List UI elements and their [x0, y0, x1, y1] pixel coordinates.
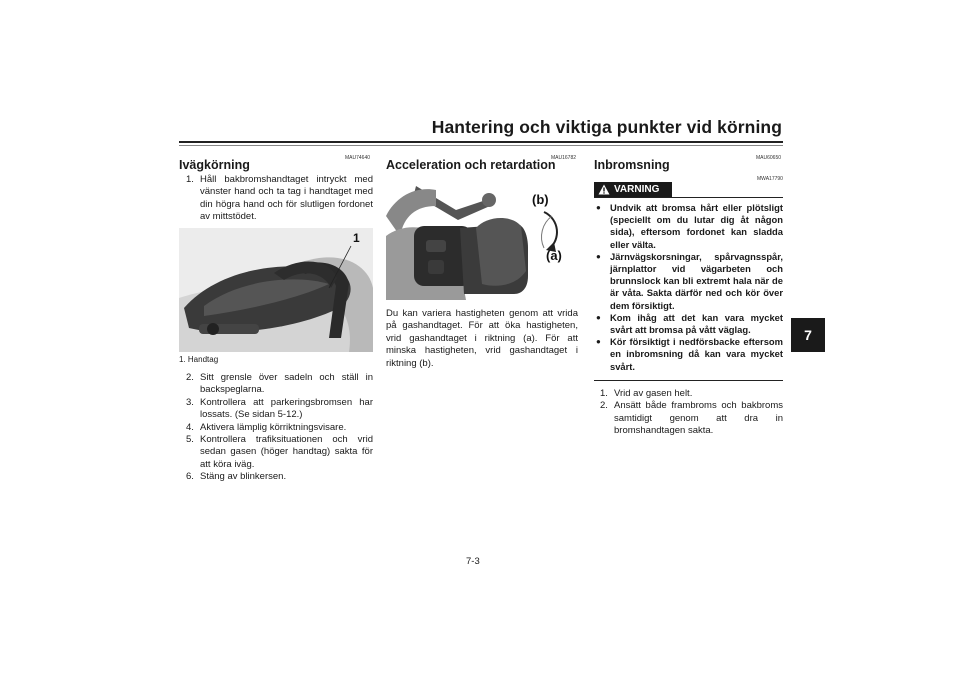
- section-title-braking: Inbromsning: [594, 158, 670, 172]
- scooter-seat-figure: [179, 228, 373, 352]
- warning-text: Undvik att bromsa hårt eller plötsligt (speciellt om du lutar dig åt någon sida), eftersom fordonet kan sladda eller välta.: [610, 202, 783, 250]
- bullet-icon: ●: [596, 203, 601, 212]
- throttle-illustration: [386, 176, 578, 300]
- page-header-title: Hantering och viktiga punkter vid körning: [431, 117, 782, 137]
- step-text: Aktivera lämplig körriktningsvisare.: [200, 421, 347, 433]
- warning-text: Järnvägskorsningar, spårvagnsspår, järnplattor vid vägarbeten och brunnslock kan bli extremt hala när de är våta. Sakta därför ned och kör över dem försiktigt.: [610, 250, 783, 311]
- warning-rule-top: [594, 197, 783, 198]
- step-text: Kontrollera trafiksituationen och vrid sedan gasen (höger handtag) sakta för att köra iväg.: [200, 434, 373, 470]
- section-title-start: Ivägkörning: [179, 158, 250, 172]
- warning-text: Kom ihåg att det kan vara mycket svårt att bromsa på vått väglag.: [610, 311, 783, 336]
- warning-text: Kör försiktigt i nedförsbacke eftersom en inbromsning då kan vara mycket svårt.: [610, 336, 783, 372]
- warning-rule-bottom: [594, 380, 783, 381]
- header-rule: [179, 141, 783, 143]
- list-item: [186, 174, 373, 224]
- warning-triangle-icon: [598, 184, 610, 195]
- list-item: [186, 397, 373, 422]
- direction-label-a: (a): [546, 248, 562, 263]
- step-number: 4.: [186, 421, 194, 433]
- step-number: 1.: [600, 388, 608, 399]
- throttle-figure: [386, 176, 578, 300]
- bullet-icon: ●: [596, 251, 601, 261]
- step-number: 6.: [186, 471, 194, 483]
- step-text: Ansätt både frambroms och bakbroms samtidigt genom att dra in bromshandtagen sakta.: [614, 400, 783, 437]
- header-rule-thin: [179, 145, 783, 146]
- bullet-icon: ●: [596, 337, 601, 347]
- braking-step-list: [600, 388, 783, 438]
- section-code: MAU16782: [551, 155, 577, 161]
- list-item: [186, 471, 373, 483]
- step-number: 3.: [186, 396, 194, 408]
- step-number: 2.: [600, 400, 608, 412]
- step-number: 5.: [186, 434, 194, 446]
- list-item: [186, 422, 373, 434]
- warning-badge: [594, 182, 672, 197]
- warning-code: MWA17790: [757, 176, 783, 182]
- list-item: [186, 434, 373, 471]
- list-item: [594, 202, 783, 251]
- section-title-acceleration: Acceleration och retardation: [386, 158, 556, 172]
- direction-label-b: (b): [532, 192, 549, 207]
- list-item: [594, 312, 783, 336]
- step-text: Håll bakbromshandtaget intryckt med vänster hand och ta tag i handtaget med din högra hand och för slutligen fordonet av mittstödet.: [200, 174, 373, 223]
- chapter-tab: 7: [791, 318, 825, 352]
- list-item: [600, 400, 783, 437]
- figure-callout-1: 1: [353, 231, 360, 245]
- scooter-seat-illustration: [179, 228, 373, 352]
- step-text: Kontrollera att parkeringsbromsen har lossats. (Se sidan 5-12.): [200, 396, 373, 421]
- list-item: [600, 388, 783, 400]
- bullet-icon: ●: [596, 312, 601, 322]
- step-number: 2.: [186, 372, 194, 383]
- step-text: Sitt grensle över sadeln och ställ in backspeglarna.: [200, 372, 373, 396]
- page-number: 7-3: [466, 556, 480, 567]
- section-code: MAU74640: [345, 155, 371, 161]
- warning-label: VARNING: [614, 184, 660, 195]
- figure-caption: 1. Handtag: [179, 355, 219, 364]
- step-text: Vrid av gasen helt.: [614, 388, 693, 399]
- start-step-list-1: [186, 174, 373, 224]
- step-text: Stäng av blinkersen.: [200, 471, 287, 483]
- section-code: MAU60650: [756, 155, 782, 161]
- start-step-list-2: [186, 372, 373, 484]
- list-item: [594, 336, 783, 373]
- warning-list: [594, 202, 783, 373]
- step-number: 1.: [186, 174, 194, 185]
- acceleration-paragraph: Du kan variera hastigheten genom att vrida på gashandtaget. För att öka hastigheten, vrid gashandtaget i riktning (a). För att minska hastigheten, vrid gashandtaget i riktning (b).: [386, 308, 578, 369]
- list-item: [594, 251, 783, 312]
- list-item: [186, 372, 373, 397]
